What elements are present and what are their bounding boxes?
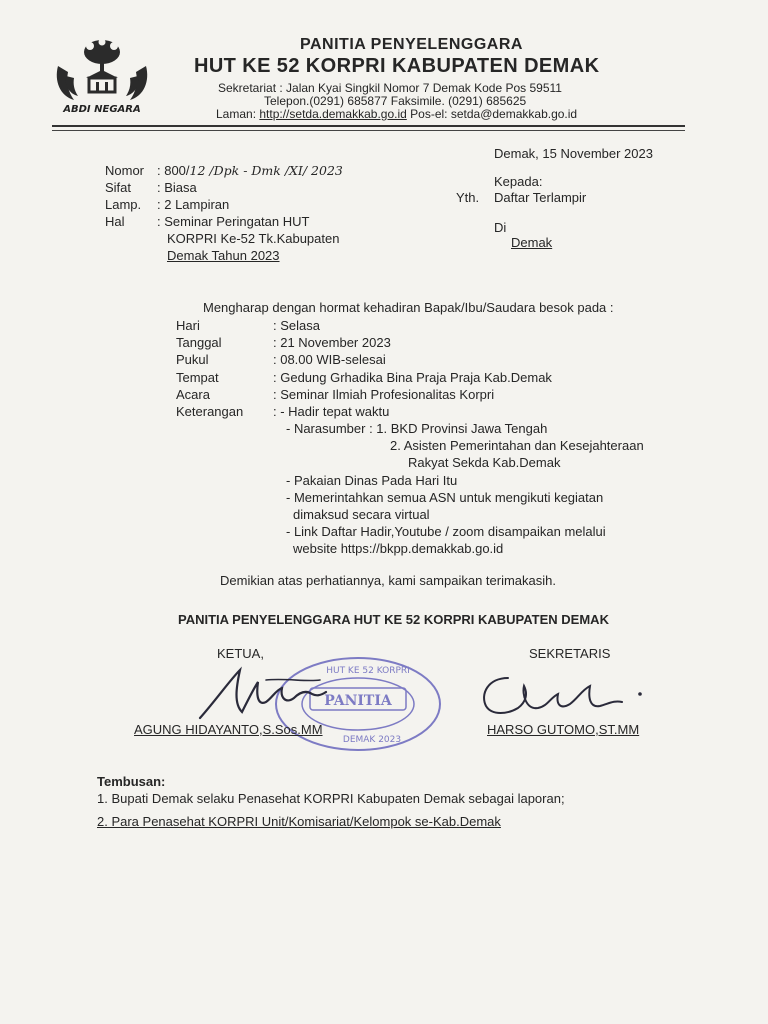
detail-label-keterangan: Keterangan	[176, 404, 244, 419]
detail-label-tanggal: Tanggal	[176, 335, 222, 350]
meta-value-hal: : Seminar Peringatan HUT	[157, 214, 310, 229]
intro-text: Mengharap dengan hormat kehadiran Bapak/Ibu/Saudara besok pada :	[203, 300, 614, 315]
tembusan-item-1: 1. Bupati Demak selaku Penasehat KORPRI Kabupaten Demak sebagai laporan;	[97, 791, 565, 806]
header-rule-thin	[52, 130, 685, 131]
meta-value-nomor: : 800/12 /Dpk - Dmk /XI/ 2023	[157, 163, 343, 178]
meta-label-lamp: Lamp.	[105, 197, 142, 212]
phone-line: Telepon.(0291) 685877 Faksimile. (0291) 685625	[264, 94, 527, 108]
tembusan-title: Tembusan:	[97, 774, 166, 789]
hal-line-3: Demak Tahun 2023	[167, 248, 280, 263]
meta-value-lamp: : 2 Lampiran	[157, 197, 230, 212]
detail-value-tempat: : Gedung Grhadika Bina Praja Praja Kab.Demak	[273, 370, 552, 385]
detail-value-hari: : Selasa	[273, 318, 320, 333]
recipient-to: Kepada:	[494, 174, 543, 189]
sekretaris-signature	[478, 664, 658, 724]
note-link-b: website https://bkpp.demakkab.go.id	[293, 541, 504, 556]
meta-label-nomor: Nomor	[105, 163, 145, 178]
closing-text: Demikian atas perhatiannya, kami sampaikan terimakasih.	[220, 573, 556, 588]
recipient-yth: Yth.	[456, 190, 480, 205]
detail-label-tempat: Tempat	[176, 370, 219, 385]
web-link[interactable]: http://setda.demakkab.go.id	[259, 107, 407, 121]
recipient-name: Daftar Terlampir	[494, 190, 587, 205]
detail-value-acara: : Seminar Ilmiah Profesionalitas Korpri	[273, 387, 495, 402]
detail-label-acara: Acara	[176, 387, 210, 402]
stamp-label: PANITIA	[324, 693, 392, 709]
meta-label-hal: Hal	[105, 214, 125, 229]
org-subtitle: PANITIA PENYELENGGARA	[300, 36, 523, 53]
org-title: HUT KE 52 KORPRI KABUPATEN DEMAK	[194, 55, 600, 77]
address-line: Sekretariat : Jalan Kyai Singkil Nomor 7 Demak Kode Pos 59511	[218, 81, 562, 95]
email-label: Pos-el: setda@demakkab.go.id	[410, 107, 578, 121]
sekretaris-name: HARSO GUTOMO,ST.MM	[487, 722, 640, 737]
ketua-title: KETUA,	[217, 646, 264, 661]
recipient-di: Di	[494, 220, 507, 235]
recipient-place: Demak	[511, 235, 553, 250]
note-narasumber: - Narasumber : 1. BKD Provinsi Jawa Tengah	[286, 421, 548, 436]
note-asn-a: - Memerintahkan semua ASN untuk mengikuti kegiatan	[286, 490, 604, 505]
korpri-logo	[52, 36, 152, 118]
detail-value-tanggal: : 21 November 2023	[273, 335, 391, 350]
note-asn-b: dimaksud secara virtual	[293, 507, 430, 522]
meta-label-sifat: Sifat	[105, 180, 132, 195]
committee-title: PANITIA PENYELENGGARA HUT KE 52 KORPRI KABUPATEN DEMAK	[178, 612, 609, 627]
handwritten-number: 12 /Dpk - Dmk /XI/ 2023	[189, 163, 343, 178]
note-narasumber-2a: 2. Asisten Pemerintahan dan Kesejahteraan	[390, 438, 644, 453]
ketua-signature	[196, 660, 376, 726]
hal-line-2: KORPRI Ke-52 Tk.Kabupaten	[167, 231, 340, 246]
detail-value-pukul: : 08.00 WIB-selesai	[273, 352, 386, 367]
meta-value-sifat: : Biasa	[157, 180, 197, 195]
sekretaris-title: SEKRETARIS	[529, 646, 611, 661]
note-narasumber-2b: Rakyat Sekda Kab.Demak	[408, 455, 561, 470]
note-link-a: - Link Daftar Hadir,Youtube / zoom disampaikan melalui	[286, 524, 606, 539]
note-pakaian: - Pakaian Dinas Pada Hari Itu	[286, 473, 458, 488]
stamp-ring-top: HUT KE 52 KORPRI	[326, 666, 410, 676]
web-line	[216, 107, 577, 121]
logo-caption: ABDI NEGARA	[63, 104, 141, 115]
tembusan-item-2: 2. Para Penasehat KORPRI Unit/Komisariat/Kelompok se-Kab.Demak	[97, 814, 501, 829]
header-rule-thick	[52, 125, 685, 127]
detail-value-keterangan: : - Hadir tepat waktu	[273, 404, 390, 419]
detail-label-hari: Hari	[176, 318, 200, 333]
ketua-name: AGUNG HIDAYANTO,S.Sos.MM	[134, 722, 323, 737]
stamp-ring-bottom: DEMAK 2023	[342, 735, 402, 745]
letter-date: Demak, 15 November 2023	[494, 146, 653, 161]
web-label: Laman:	[216, 107, 257, 121]
detail-label-pukul: Pukul	[176, 352, 209, 367]
